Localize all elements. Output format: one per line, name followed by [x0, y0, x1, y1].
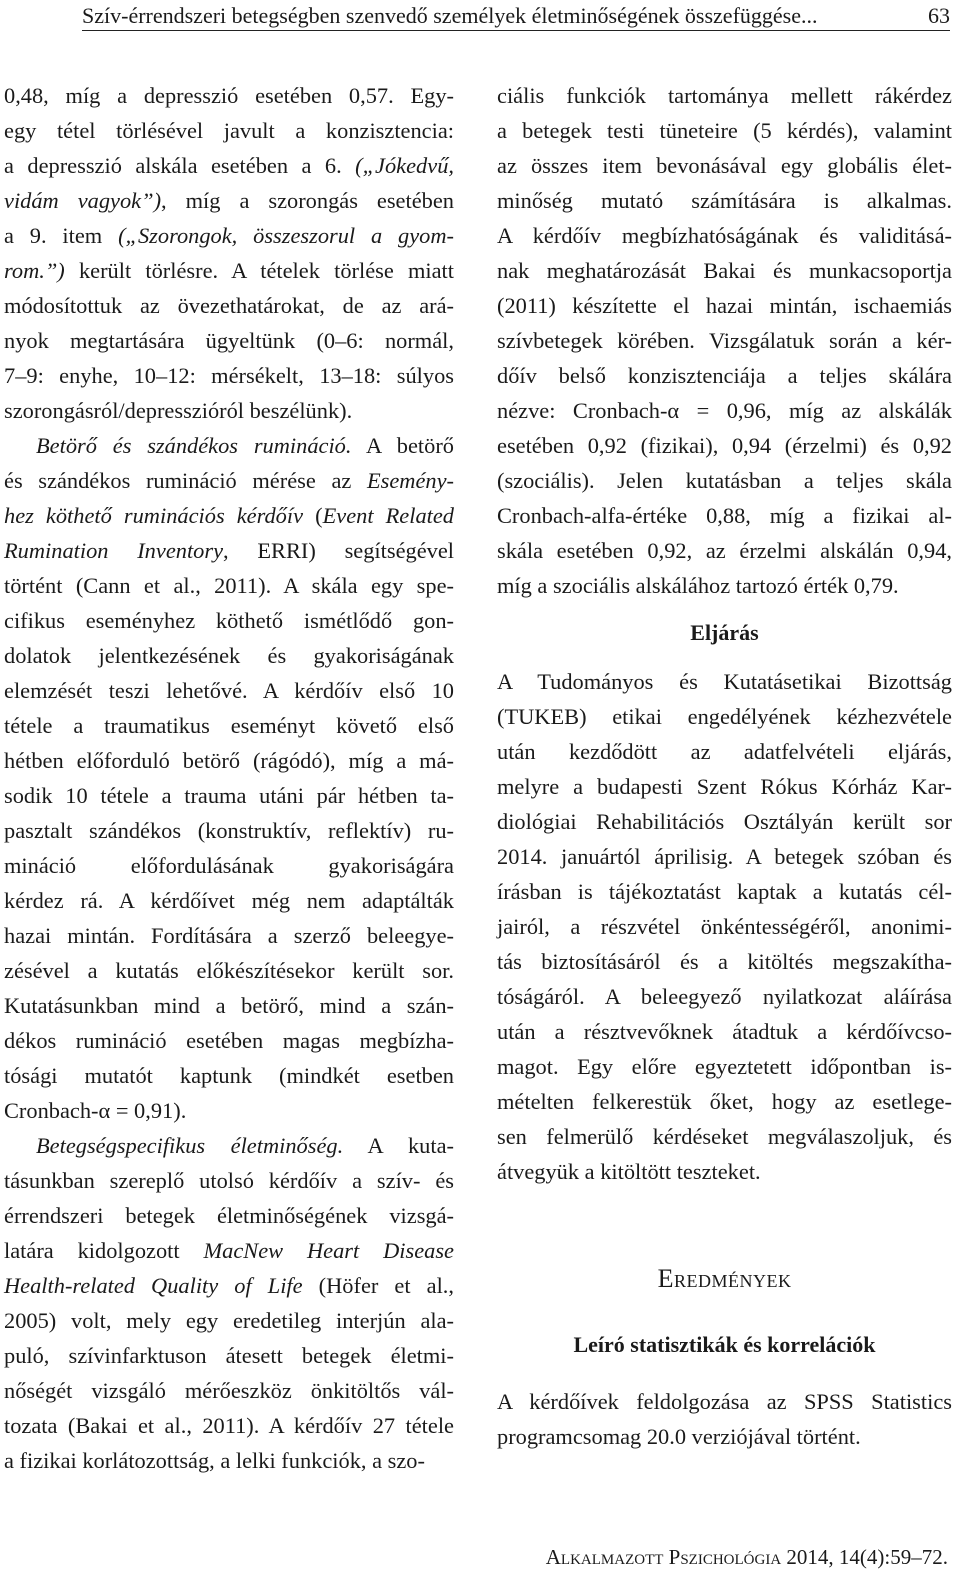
text-line: vidám vagyok”), míg a szorongás esetében [4, 188, 454, 213]
text-line: az összes item bevonásával egy globális élet- [497, 153, 952, 178]
text-line: Betegségspecifikus életminőség. A kuta- [36, 1133, 454, 1158]
text-line: dékos rumináció esetében magas megbízha- [4, 1028, 454, 1053]
text-line: Cronbach-α = 0,91). [4, 1098, 187, 1123]
text-line: magot. Egy előre egyeztetett időpontban is- [497, 1054, 952, 1079]
text-line: Health-related Quality of Life (Höfer et al., [4, 1273, 454, 1298]
text-line: rom.”) került törlésre. A tételek törlése miatt [4, 258, 454, 283]
text-line: tétele a traumatikus eseményt követő első [4, 713, 454, 738]
text-line: hez köthető ruminációs kérdőív (Event Related [4, 503, 455, 528]
text-line: latára kidolgozott MacNew Heart Disease [4, 1238, 454, 1263]
text-line: ciális funkciók tartománya mellett rákérdez [497, 83, 952, 108]
text-line: Betörő és szándékos rumináció. A betörő [36, 433, 454, 458]
left-column [4, 78, 454, 1478]
text-line: nézve: Cronbach-α = 0,96, míg az alskálák [497, 398, 952, 423]
text-line: melyre a budapesti Szent Rókus Kórház Kar- [497, 774, 952, 799]
running-head-title: Szív-érrendszeri betegségben szenvedő személyek életminőségének összefüggése... [82, 3, 818, 28]
text-line: 2014. januártól áprilisig. A betegek szóban és [497, 844, 952, 869]
section-heading-results [497, 1259, 952, 1299]
text-line: zésével a kutatás előkészítésekor került sor. [4, 958, 454, 983]
text-line: Kutatásunkban mind a betörő, mind a szán- [4, 993, 454, 1018]
text-line: tóságáról. A beleegyező nyilatkozat aláírása [497, 984, 952, 1009]
text-line: (TUKEB) etikai engedélyének kézhezvétele [497, 704, 952, 729]
text-line: szorongásról/depresszióról beszélünk). [4, 398, 353, 423]
text-line: A kérdőívek feldolgozása az SPSS Statistics [497, 1389, 952, 1414]
text-line: A kérdőív megbízhatóságának és validitásá- [497, 223, 952, 248]
text-line: puló, szívinfarktuson átesett betegek életmi- [4, 1343, 454, 1368]
text-line: és szándékos rumináció mérése az Esemény- [4, 468, 454, 493]
text-line: egy tétel törlésével javult a konzisztencia: [4, 118, 454, 143]
text-line: érrendszeri betegek életminőségének vizsgá- [4, 1203, 454, 1228]
text-line: átvegyük a kitöltött teszteket. [497, 1159, 761, 1184]
text-line: tozata (Bakai et al., 2011). A kérdőív 27 tétele [4, 1413, 454, 1438]
text-line: jairól, a részvétel önkéntességéről, anonimi- [497, 914, 952, 939]
journal-footer [546, 1542, 948, 1572]
section-heading-results-text: Eredmények [657, 1264, 792, 1293]
text-line: A Tudományos és Kutatásetikai Bizottság [497, 669, 952, 694]
text-line: Cronbach-alfa-értéke 0,88, míg a fizikai al- [497, 503, 952, 528]
text-line: minőség mutató számítására is alkalmas. [497, 188, 952, 213]
text-line: míg a szociális alskálához tartozó érték 0,79. [497, 573, 899, 598]
text-line: tásunkban szereplő utolsó kérdőív a szív- és [4, 1168, 454, 1193]
text-line: a depresszió alskála esetében a 6. („Jókedvű, [4, 153, 454, 178]
text-line: (szociális). Jelen kutatásban a teljes skála [497, 468, 952, 493]
journal-citation: Alkalmazott Pszichológia 2014, 14(4):59–72. [545, 1545, 948, 1569]
text-line: nak meghatározását Bakai és munkacsoportja [497, 258, 952, 283]
text-line: skála esetében 0,92, az érzelmi alskálán 0,94, [497, 538, 952, 563]
text-line: pasztalt szándékos (konstruktív, reflektív) ru- [4, 818, 454, 843]
text-line: szívbetegek körében. Vizsgálatuk során a kér- [497, 328, 952, 353]
subheading-procedure: Eljárás [690, 620, 759, 645]
text-line: 0,48, míg a depresszió esetében 0,57. Egy- [4, 83, 454, 108]
text-line: hétben előforduló betörő (rágódó), míg a má- [4, 748, 454, 773]
text-line: mételten felkerestük őket, hogy az esetlege- [497, 1089, 952, 1114]
running-head [82, 0, 950, 31]
text-line: a 9. item („Szorongok, összeszorul a gyom- [4, 223, 454, 248]
text-line: után a résztvevőknek átadtuk a kérdőívcso- [497, 1019, 952, 1044]
text-line: esetében 0,92 (fizikai), 0,94 (érzelmi) és 0,92 [497, 433, 952, 458]
text-line: történt (Cann et al., 2011). A skála egy spe- [4, 573, 454, 598]
text-line: a fizikai korlátozottság, a lelki funkciók, a szo- [4, 1448, 425, 1473]
text-line: hazai mintán. Fordítására a szerző beleegye- [4, 923, 454, 948]
text-line: 7–9: enyhe, 10–12: mérsékelt, 13–18: súlyos [4, 363, 454, 388]
text-line: diológiai Rehabilitációs Osztályán került sor [497, 809, 952, 834]
page-number: 63 [928, 3, 950, 28]
paragraph-macnew-reliability [497, 78, 952, 603]
text-line: a betegek testi tüneteire (5 kérdés), valamint [497, 118, 952, 143]
text-line: tósági mutatót kaptunk (mindkét esetben [4, 1063, 454, 1088]
text-line: írásban is tájékoztatást kaptak a kutatás cél- [497, 879, 952, 904]
text-line: tás biztosításáról és a kitöltés megszakítha- [497, 949, 952, 974]
text-line: dolatok jelentkezésének és gyakoriságának [4, 643, 454, 668]
text-line: után kezdődött az adatfelvételi eljárás, [497, 739, 952, 764]
text-line: (2011) készítette el hazai mintán, ischaemiás [497, 293, 952, 318]
text-line: sodik 10 tétele a trauma utáni pár hétben ta- [4, 783, 454, 808]
paragraph-procedure [497, 664, 952, 1189]
paragraph-spss [497, 1384, 952, 1454]
text-line: programcsomag 20.0 verziójával történt. [497, 1424, 861, 1449]
text-line: sen felmerülő kérdéseket megválaszoljuk, és [497, 1124, 952, 1149]
text-line: nőségét vizsgáló mérőeszköz önkitöltős vál- [4, 1378, 454, 1403]
text-line: kérdez rá. A kérdőívet még nem adaptálták [4, 888, 454, 913]
text-line: nyok megtartására ügyeltünk (0–6: normál, [4, 328, 454, 353]
text-line: dőív belső konzisztenciája a teljes skálára [497, 363, 952, 388]
text-line: mináció előfordulásának gyakoriságára [4, 853, 454, 878]
text-line: elemzését teszi lehetővé. A kérdőív első 10 [4, 678, 454, 703]
text-line: 2005) volt, mely egy eredetileg interjún ala- [4, 1308, 454, 1333]
right-column [497, 78, 952, 1454]
text-line: módosítottuk az övezethatárokat, de az ará- [4, 293, 454, 318]
text-line: Rumination Inventory, ERRI) segítségével [4, 538, 455, 563]
text-line: cifikus eseményhez köthető ismétlődő gon- [4, 608, 454, 633]
subheading-descriptive-stats: Leíró statisztikák és korrelációk [573, 1332, 876, 1357]
